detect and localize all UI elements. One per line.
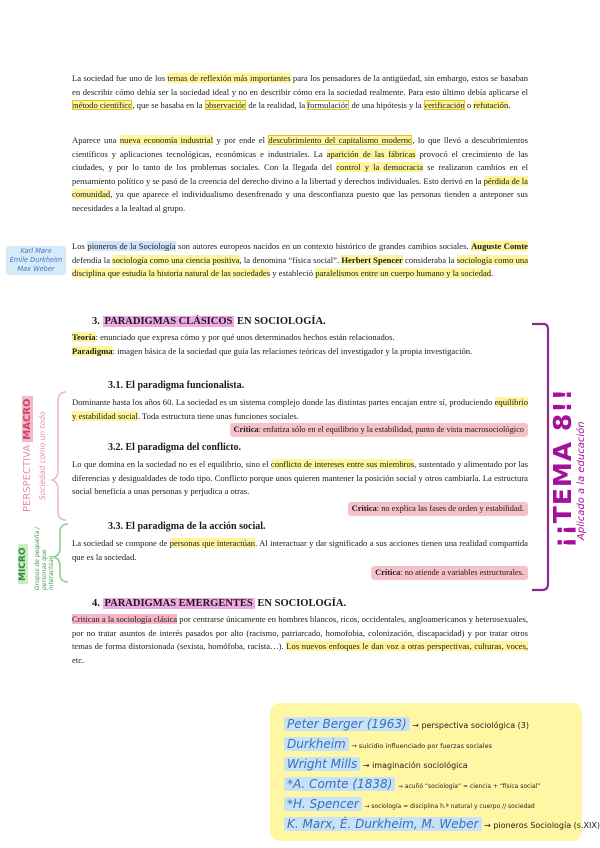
text-segment: , que se basaba en la [132, 100, 205, 111]
text-segment: de una hipótesis y la [349, 100, 424, 111]
pioneer-name: Karl Marx [20, 247, 52, 255]
text-segment: o [464, 100, 474, 111]
note-line [284, 817, 600, 831]
text-segment: , ya que aparece el individualismo desenfrenado y una desconfianza puesto que las personas tienden a anteponer sus necesidades a la lealtad al grupo. [72, 189, 528, 213]
perspectiva-note [22, 397, 33, 513]
highlighted-text: paralelismos entre un cuerpo humano y la sociedad [315, 268, 492, 279]
critica-text: : no atiende a variables estructurales. [400, 568, 524, 577]
paradigma-text: : imagen básica de la sociedad que guía las relaciones teóricas del investigador y la propia investigación. [112, 346, 473, 356]
note-key: *H. Spencer [284, 797, 362, 811]
text-segment: . Toda estructura tiene unas funciones sociales. [137, 410, 299, 421]
macro-bracket [52, 392, 66, 520]
tema-8-title: ¡¡TEMA 8!! [548, 387, 577, 548]
micro-note: Grupos de pequeña / personas que interactúan [34, 526, 55, 590]
critica-label: Crítica [351, 504, 377, 513]
text-segment: . [491, 268, 494, 279]
tema-bracket [532, 324, 548, 590]
text-segment: Lo que domina en la sociedad no es el equilibrio, sino el [72, 459, 271, 469]
text-segment: de la realidad, la [246, 100, 308, 111]
text-segment: y por ende el [213, 135, 269, 145]
highlighted-text: método científico [72, 100, 133, 111]
pioneer-name: Émile Durkheim [9, 256, 63, 264]
text-segment: etc. [72, 654, 85, 665]
text-segment: por centrarse únicamente en hombres blancos, ricos, occidentales, angloamericanos y heterosexuales, por no tratar asuntos de interés pasados por alto (racismo, patriarcado, homofobia, colonización, discapacidad) y por tratar otros temas de forma distorsionada (sexista, homófoba, racista…). [72, 614, 528, 652]
micro-label: MICRO [18, 545, 28, 585]
tema-8-subtitle: Aplicado a la educación [576, 421, 587, 540]
micro-bracket [54, 524, 68, 582]
highlighted-text: pérdida de la comunidad [72, 175, 528, 200]
critica-label: Crítica [233, 425, 259, 434]
text-segment: , sustentado y alimentado por las diferencias y desigualdades de todo tipo. Conflicto porque unos quieren mantener la posición social y otros cambiarla. La estructura social beneficia a unas personas y perjudica a otras. [72, 459, 529, 497]
note-line [284, 797, 535, 811]
note-line [284, 737, 492, 751]
note-line [284, 757, 468, 771]
handwritten-notes-box [270, 703, 600, 841]
subsection-3-1-title: 3.1. El paradigma funcionalista. [108, 380, 245, 391]
section-title-rest: EN SOCIOLOGÍA. [254, 598, 347, 609]
highlighted-text: pioneros de la Sociología [87, 241, 176, 251]
note-value: → suicidio influenciado por fuerzas sociales [351, 742, 492, 750]
highlighted-text: refutación [473, 100, 509, 111]
section-title-rest: EN SOCIOLOGÍA. [234, 316, 326, 327]
text-segment: son autores europeos nacidos en un contexto histórico de grandes cambios sociales. [175, 241, 472, 251]
teoria-label: Teoría [72, 332, 96, 342]
section-4-body [72, 613, 528, 667]
note-value: → acuñó “sociología” = ciencia + “física social” [397, 783, 541, 790]
highlighted-text: control y la democracia [336, 162, 424, 173]
text-segment: Los [72, 241, 88, 251]
text-segment: consideraba la [402, 254, 457, 265]
note-value: → pioneros Sociología (s.XIX) [484, 821, 600, 830]
highlighted-text: Herbert Spencer [341, 254, 403, 265]
highlighted-text: equilibrio y estabilidad social [72, 397, 528, 421]
text-segment: , la denomina “física social”. [239, 254, 342, 265]
highlighted-text: temas de reflexión más importantes [167, 73, 291, 83]
note-value: → perspectiva sociológica (3) [412, 721, 530, 730]
section-title-highlight: PARADIGMAS CLÁSICOS [104, 316, 233, 327]
paradigma-label: Paradigma [72, 346, 113, 356]
note-value: → sociología = disciplina h.ª natural y cuerpo // sociedad [364, 803, 535, 810]
note-key: *A. Comte (1838) [284, 777, 395, 791]
note-key: Peter Berger (1963) [284, 717, 410, 731]
text-segment: . Al interactuar y dar significado a sus acciones tienen una realidad compartida que es la sociedad. [72, 538, 528, 562]
note-line [284, 777, 540, 791]
text-segment: Aparece una [72, 135, 120, 145]
note-key: Wright Mills [284, 757, 360, 771]
macro-label: MACRO [22, 398, 33, 440]
text-segment: provocó el crecimiento de las ciudades, y por lo tanto de los problemas sociales. Con la llegada del [72, 148, 529, 173]
highlighted-text: sociología como una ciencia positiva [112, 254, 240, 265]
highlighted-text: Critican a la sociología clásica [72, 614, 178, 624]
text-segment: defendía la [72, 254, 113, 265]
highlighted-text: personas que interactúan [169, 538, 256, 548]
note-key: K. Marx, É. Durkheim, M. Weber [284, 817, 482, 831]
highlighted-text: sociología como una disciplina que estudia la historia natural de las sociedades [72, 254, 529, 279]
note-key: Durkheim [284, 737, 349, 751]
highlighted-text: conflicto de intereses entre sus miembros [270, 459, 415, 469]
highlighted-text: observación [204, 100, 247, 111]
text-segment: . [508, 100, 511, 111]
text-segment: y estableció [270, 268, 316, 279]
highlighted-text: nueva economía industrial [119, 135, 214, 145]
section-title-highlight: PARADIGMAS EMERGENTES [104, 598, 253, 609]
teoria-text: : enunciado que expresa cómo y por qué unos determinados hechos están relacionados. [95, 332, 395, 342]
subsection-3-3-title: 3.3. El paradigma de la acción social. [108, 521, 266, 532]
text-segment: para los pensadores de la antigüedad, sin embargo, estos se basaban en describir cómo debía ser la sociedad ideal y no en describir cómo era la sociedad realmente. Para esto último debía aplicarse el [72, 73, 529, 97]
subsection-3-2-title: 3.2. El paradigma del conflicto. [108, 442, 242, 453]
highlighted-text: formulación [307, 100, 350, 111]
text-segment: La sociedad fue uno de los [72, 73, 168, 83]
note-value: → imaginación sociológica [362, 761, 468, 770]
critica-label: Crítica [375, 568, 401, 577]
critica-text: : no explica las fases de orden y estabilidad. [376, 504, 524, 513]
highlighted-text: Auguste Comte [471, 241, 529, 251]
critica-text: : enfatiza sólo en el equilibrio y la estabilidad, punto de vista macrosociológico [258, 425, 524, 434]
highlighted-text: aparición de las fábricas [326, 148, 416, 159]
text-segment: La sociedad se compone de [72, 538, 170, 548]
highlighted-text: verificación [423, 100, 465, 111]
section-4-heading [92, 598, 346, 609]
text-segment: se realizaron cambios en el pensamiento político y se pasó de la creencia del derecho divino a la libertad y derechos individuales. Esto derivó en la [72, 162, 528, 186]
perspectiva-label: PERSPECTIVA [22, 444, 33, 512]
section-number: 4. [92, 598, 100, 609]
pioneer-name: Max Weber [17, 265, 55, 273]
text-segment: , lo que llevó a descubrimientos científicos y aplicaciones tecnológicas, económicas e industriales. La [72, 135, 529, 159]
section-number: 3. [92, 316, 100, 327]
highlighted-text: Los nuevos enfoques le dan voz a otras perspectivas, culturas, voces, [286, 641, 528, 652]
note-line [284, 717, 529, 731]
highlighted-text: descubrimiento del capitalismo moderno [268, 135, 413, 145]
sociedad-todo-note: Sociedad como un todo [38, 411, 47, 500]
text-segment: Dominante hasta los años 60. La sociedad es un sistema complejo donde las distintas partes encajan entre sí, produciendo [72, 397, 495, 407]
